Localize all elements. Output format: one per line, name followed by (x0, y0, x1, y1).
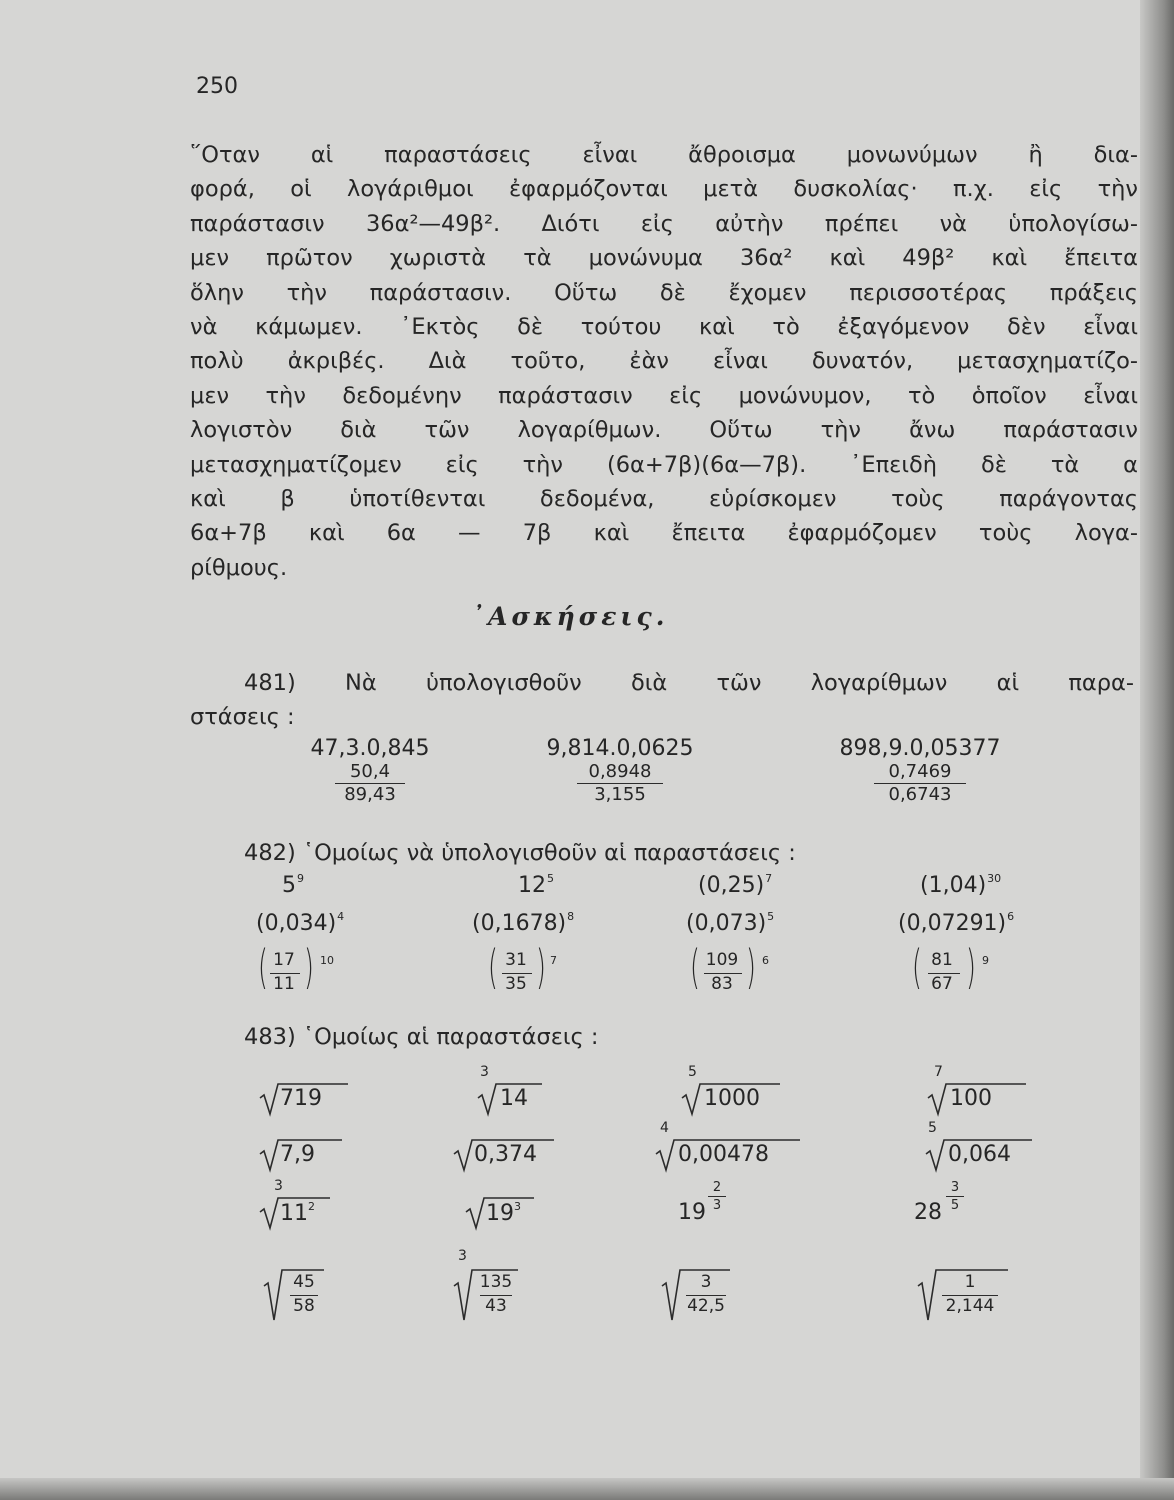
fraction-power (912, 940, 1012, 1000)
exercise-481-statement: 481) Νὰ ὑπολογισθοῦν διὰ τῶν λογαρίθμων αἱ παρα- (244, 670, 1134, 696)
right-parenthesis: ) (536, 940, 546, 994)
left-parenthesis: ( (690, 940, 700, 994)
radical-expression (926, 1064, 1036, 1124)
product-expression: 9,814.0,0625 (546, 736, 694, 761)
fractional-exponent: 2 3 (708, 1180, 726, 1213)
radicand: 719 (280, 1086, 322, 1111)
fraction-denominator: 42,5 (687, 1296, 725, 1316)
fraction-denominator: 3,155 (594, 784, 646, 805)
radicand: $19^3$ (486, 1200, 521, 1226)
radicand: 7,9 (280, 1142, 315, 1167)
radicand: 0,064 (948, 1142, 1011, 1167)
power-expression: $(0,1678)^8$ (472, 910, 575, 936)
paragraph-line: ῞Οταν αἱ παραστάσεις εἶναι ἄθροισμα μονωνύμων ἢ δια- (190, 142, 1138, 168)
radical-expression (258, 1178, 348, 1238)
radicand: 1000 (704, 1086, 760, 1111)
paragraph-line: παράστασιν 36α²—49β². Διότι εἰς αὐτὴν πρέπει νὰ ὑπολογίσω- (190, 210, 1138, 237)
power-expression: $(0,034)^4$ (256, 910, 345, 936)
paragraph-line: ὅλην τὴν παράστασιν. Οὕτω δὲ ἔχομεν περισσοτέρας πράξεις (190, 279, 1138, 306)
fraction-numerator: 135 (479, 1272, 513, 1292)
power-base: 19 (678, 1200, 706, 1225)
paragraph-line: νὰ κάμωμεν. ᾿Εκτὸς δὲ τούτου καὶ τὸ ἐξαγόμενον δὲν εἶναι (190, 314, 1138, 341)
radicand: 14 (500, 1086, 528, 1111)
page-bottom-shadow (0, 1478, 1174, 1500)
paragraph-line: μεν πρῶτον χωριστὰ τὰ μονώνυμα 36α² καὶ 49β² καὶ ἔπειτα (190, 245, 1138, 272)
paragraph-line: πολὺ ἀκριβές. Διὰ τοῦτο, ἐὰν εἶναι δυνατόν, μετασχηματίζο- (190, 348, 1138, 375)
right-parenthesis: ) (746, 940, 756, 994)
fraction-power (258, 940, 348, 1000)
fractional-exponent: 3 5 (946, 1180, 964, 1213)
radical-fraction (916, 1266, 1016, 1322)
paragraph-line: λογιστὸν διὰ τῶν λογαρίθμων. Οὕτω τὴν ἄνω παράστασιν (190, 417, 1138, 444)
product-expression: 898,9.0,05377 (839, 736, 1001, 761)
exercise-482-statement: 482) ῾Ομοίως νὰ ὑπολογισθοῦν αἱ παραστάσεις : (244, 840, 796, 866)
exercise-481-statement-cont: στάσεις : (190, 704, 295, 730)
radical-expression (654, 1120, 804, 1180)
exercise-481-item-2 (530, 736, 710, 805)
exponent: 10 (320, 954, 334, 967)
exercise-481-item-1 (290, 736, 450, 805)
paragraph-line: καὶ β ὑποτίθενται δεδομένα, εὑρίσκομεν τοὺς παράγοντας (190, 486, 1138, 513)
paragraph-line: φορά, οἱ λογάριθμοι ἐφαρμόζονται μετὰ δυσκολίας· π.χ. εἰς τὴν (190, 176, 1138, 203)
exponent: 6 (762, 954, 769, 967)
radical-fraction (660, 1266, 740, 1322)
fractional-power (678, 1180, 748, 1240)
radicand: 0,00478 (678, 1142, 769, 1167)
exercises-heading: ᾿Ασκήσεις. (471, 602, 669, 631)
left-parenthesis: ( (488, 940, 498, 994)
right-parenthesis: ) (304, 940, 314, 994)
radical-expression (476, 1064, 566, 1124)
product-expression: 47,3.0,845 (310, 736, 430, 761)
radical-expression (924, 1120, 1036, 1180)
radical-expression (258, 1082, 358, 1122)
exponent: 7 (550, 954, 557, 967)
fraction-numerator: 109 (705, 950, 739, 970)
exercise-481-item-3 (820, 736, 1020, 805)
radical-expression (452, 1138, 562, 1178)
fraction-power (488, 940, 578, 1000)
power-base: 28 (914, 1200, 942, 1225)
fraction-numerator: 45 (293, 1272, 315, 1292)
radical-index: 5 (928, 1120, 937, 1136)
exercise-483-statement: 483) ῾Ομοίως αἱ παραστάσεις : (244, 1024, 599, 1050)
fraction-power (690, 940, 790, 1000)
radical-expression (464, 1196, 554, 1236)
fraction-numerator: 0,8948 (588, 761, 652, 782)
radical-expression (680, 1064, 800, 1124)
paragraph-line: μεν τὴν δεδομένην παράστασιν εἰς μονώνυμον, τὸ ὁποῖον εἶναι (190, 382, 1138, 409)
fraction-numerator: 17 (273, 950, 295, 970)
body-paragraph (190, 138, 1138, 585)
fraction-denominator: 11 (273, 974, 295, 994)
power-expression: $5^9$ (282, 872, 304, 898)
radical-fraction (262, 1266, 332, 1322)
fraction-denominator: 67 (931, 974, 953, 994)
left-parenthesis: ( (258, 940, 268, 994)
fraction-numerator: 1 (964, 1272, 976, 1292)
power-expression: $12^5$ (518, 872, 554, 898)
fraction-numerator: 81 (931, 950, 953, 970)
radicand: 100 (950, 1086, 992, 1111)
radicand: $11^2$ (280, 1200, 315, 1226)
page-edge-shadow (1140, 0, 1174, 1500)
radical-index: 3 (274, 1178, 283, 1194)
power-expression: $(0,07291)^6$ (898, 910, 1015, 936)
paragraph-line: μετασχηματίζομεν εἰς τὴν (6α+7β)(6α—7β). ᾿Επειδὴ δὲ τὰ α (190, 451, 1138, 478)
power-expression: $(0,25)^7$ (698, 872, 773, 898)
fraction-numerator: 0,7469 (888, 761, 952, 782)
fractional-power (914, 1180, 984, 1240)
fraction-denominator: 2,144 (945, 1296, 995, 1316)
fraction-denominator: 35 (505, 974, 527, 994)
power-expression: $(1,04)^{30}$ (920, 872, 1002, 898)
exponent: 9 (982, 954, 989, 967)
fraction-denominator: 58 (293, 1296, 315, 1316)
radical-fraction (452, 1248, 532, 1322)
radical-index: 4 (660, 1120, 669, 1136)
left-parenthesis: ( (912, 940, 922, 994)
radicand: 0,374 (474, 1142, 537, 1167)
fraction-denominator: 83 (711, 974, 733, 994)
paragraph-line: 6α+7β καὶ 6α — 7β καὶ ἔπειτα ἐφαρμόζομεν τοὺς λογα- (190, 520, 1138, 547)
fraction-numerator: 3 (700, 1272, 712, 1292)
fraction-numerator: 50,4 (349, 761, 391, 782)
paragraph-line: ρίθμους. (190, 554, 288, 581)
page-number: 250 (196, 74, 238, 99)
fraction-denominator: 43 (485, 1296, 507, 1316)
fraction-denominator: 89,43 (344, 784, 396, 805)
radical-index: 7 (934, 1064, 943, 1080)
radical-expression (258, 1138, 358, 1178)
radical-index: 3 (458, 1248, 467, 1264)
fraction-numerator: 31 (505, 950, 527, 970)
power-expression: $(0,073)^5$ (686, 910, 775, 936)
right-parenthesis: ) (966, 940, 976, 994)
fraction-denominator: 0,6743 (888, 784, 952, 805)
radical-index: 5 (688, 1064, 697, 1080)
radical-index: 3 (480, 1064, 489, 1080)
